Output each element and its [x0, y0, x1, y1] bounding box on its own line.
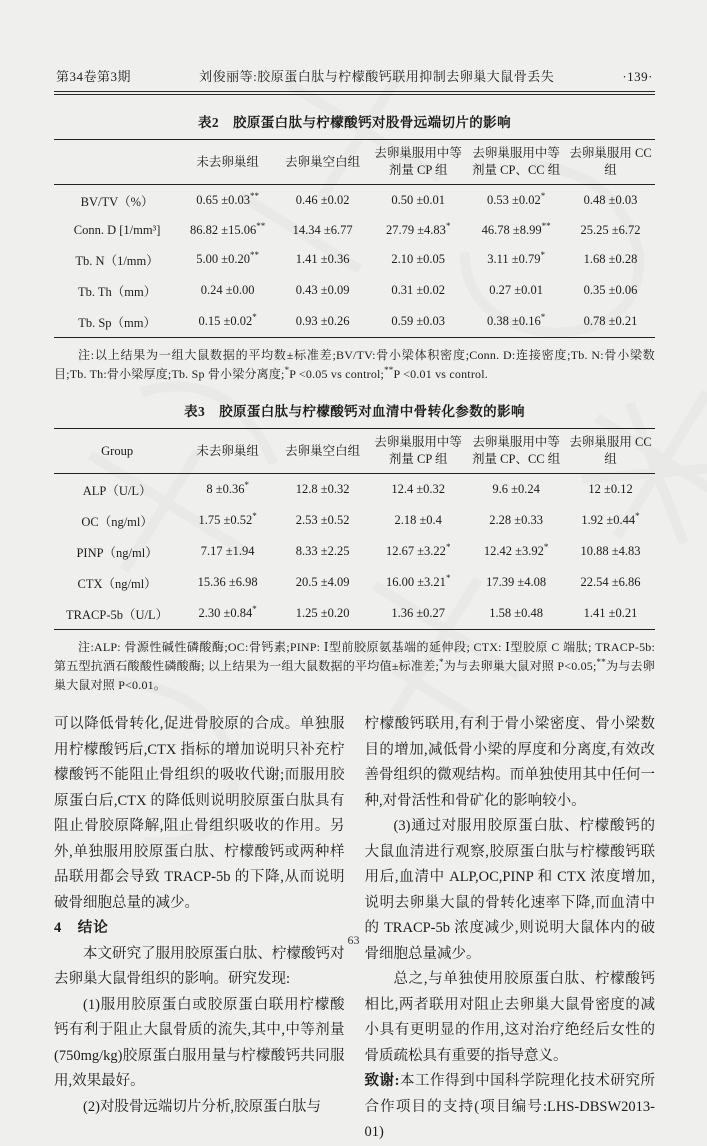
table-cell: 1.92 ±0.44*: [581, 510, 640, 527]
column-header: 去卵巢服用中等 剂量 CP 组: [374, 146, 462, 177]
column-header: 去卵巢服用 CC 组: [569, 146, 652, 177]
table3: [54, 428, 655, 630]
table-cell: 5.00 ±0.20**: [196, 249, 260, 266]
table-cell: 17.39 ±4.08: [486, 575, 547, 589]
header-double-rule: [54, 91, 655, 95]
table-cell: 2.30 ±0.84*: [198, 603, 257, 620]
row-label: CTX（ng/ml）: [77, 576, 157, 591]
table-cell: 0.50 ±0.01: [391, 193, 446, 207]
table-cell: 22.54 ±6.86: [580, 575, 641, 589]
column-header: 去卵巢服用中等 剂量 CP、CC 组: [472, 435, 561, 466]
table-cell: 46.78 ±8.99**: [481, 220, 551, 237]
table-cell: 0.53 ±0.02*: [487, 190, 546, 207]
column-header: 去卵巢空白组: [285, 443, 361, 458]
table-cell: 1.58 ±0.48: [489, 606, 544, 620]
table-cell: 12.8 ±0.32: [295, 482, 350, 496]
paragraph: 柠檬酸钙联用,有利于骨小梁密度、骨小梁数目的增加,减低骨小梁的厚度和分离度,有效改善骨组织的微观结构。而单独使用其中任何一种,对骨活性和骨矿化的影响较小。: [364, 716, 655, 809]
table-header-row: [54, 140, 655, 185]
table-cell: 1.36 ±0.27: [391, 606, 446, 620]
table-row: [54, 505, 655, 536]
footer-page-number: 63: [347, 933, 360, 947]
table-cell: 12 ±0.12: [588, 482, 633, 496]
table-row: [54, 536, 655, 567]
table-cell: 15.36 ±6.98: [197, 575, 258, 589]
table2-note: 注:以上结果为一组大鼠数据的平均数±标准差;BV/TV:骨小梁体积密度;Conn. D:连接密度;Tb. N:骨小梁数目;Tb. Th:骨小梁厚度;Tb. Sp 骨小梁分离度;*P <0.05 vs control;**P <0.01 vs control.: [54, 348, 655, 381]
table-cell: 1.41 ±0.21: [583, 606, 638, 620]
row-label: BV/TV（%）: [80, 194, 154, 209]
table-cell: 1.68 ±0.28: [583, 252, 638, 266]
page-marker: ·139·: [622, 69, 653, 84]
table-cell: 0.35 ±0.06: [583, 283, 638, 297]
column-header: Group: [101, 443, 134, 458]
row-label: PINP（ng/ml）: [76, 545, 158, 560]
table-cell: 0.48 ±0.03: [583, 193, 638, 207]
volume-issue: 第34卷第3期: [56, 69, 132, 84]
table-row: [54, 474, 655, 506]
table-cell: 12.67 ±3.22*: [385, 541, 451, 558]
table-cell: 0.93 ±0.26: [295, 314, 350, 328]
table-row: [54, 306, 655, 338]
paragraph-lead: 致谢:: [364, 1073, 400, 1089]
table-cell: 1.25 ±0.20: [295, 606, 350, 620]
table-header-row: [54, 429, 655, 474]
table-row: [54, 567, 655, 598]
paragraph: 致谢:本工作得到中国科学院理化技术研究所合作项目的支持(项目编号:LHS-DBSW2013-01): [364, 1073, 655, 1140]
column-header: 未去卵巢组: [196, 154, 259, 169]
table2-title: 表2 胶原蛋白肽与柠檬酸钙对股骨远端切片的影响: [198, 115, 511, 130]
table3-title: 表3 胶原蛋白肽与柠檬酸钙对血清中骨转化参数的影响: [184, 404, 525, 419]
table-row: [54, 216, 655, 244]
table-cell: 7.17 ±1.94: [200, 544, 255, 558]
paragraph: 本文研究了服用胶原蛋白肽、柠檬酸钙对去卵巢大鼠骨组织的影响。研究发现:: [54, 945, 345, 987]
body-column-left: [54, 712, 345, 1146]
paragraph: (1)服用胶原蛋白或胶原蛋白联用柠檬酸钙有利于阻止大鼠骨质的流失,其中,中等剂量(750mg/kg)胶原蛋白服用量与柠檬酸钙共同服用,效果最好。: [54, 996, 345, 1089]
table-cell: 0.31 ±0.02: [391, 283, 446, 297]
table-cell: 0.65 ±0.03**: [196, 190, 260, 207]
row-label: Tb. Th（mm）: [77, 284, 157, 299]
column-header: 去卵巢服用中等 剂量 CP、CC 组: [472, 146, 561, 177]
table-cell: 0.27 ±0.01: [489, 283, 544, 297]
table-cell: 16.00 ±3.21*: [385, 572, 451, 589]
column-header: 去卵巢服用 CC 组: [569, 435, 652, 466]
section-heading: 4 结论: [54, 920, 109, 936]
paragraph: 总之,与单独使用胶原蛋白肽、柠檬酸钙相比,两者联用对阻止去卵巢大鼠骨密度的减小具有更明显的作用,这对治疗绝经后女性的骨质疏松具有重要的指导意义。: [364, 971, 655, 1064]
column-header: [54, 140, 180, 185]
row-label: ALP（U/L）: [82, 483, 152, 498]
column-header: 未去卵巢组: [196, 443, 259, 458]
table-cell: 2.10 ±0.05: [391, 252, 446, 266]
column-header: 去卵巢服用中等 剂量 CP 组: [374, 435, 462, 466]
table-cell: 8 ±0.36*: [206, 479, 249, 496]
table-cell: 0.43 ±0.09: [295, 283, 350, 297]
table-cell: 2.28 ±0.33: [489, 513, 544, 527]
table-cell: 8.33 ±2.25: [295, 544, 350, 558]
table-cell: 0.59 ±0.03: [391, 314, 446, 328]
table-row: [54, 598, 655, 630]
table3-note: 注:ALP: 骨源性碱性磷酸酶;OC:骨钙素;PINP: Ⅰ型前胶原氨基端的延伸段; CTX: Ⅰ型胶原 C 端肽; TRACP-5b: 第五型抗酒石酸酸性磷酸酶; 以上结果为一组大鼠数据的平均值±标准差;*为与去卵巢大鼠对照 P<0.05;**为与去卵巢大鼠对照 P<0.01。: [54, 640, 655, 692]
table-cell: 0.15 ±0.02*: [198, 311, 257, 328]
table-row: [54, 244, 655, 275]
table-cell: 14.34 ±6.77: [292, 222, 353, 237]
table-cell: 2.53 ±0.52: [295, 513, 350, 527]
table-cell: 1.75 ±0.52*: [198, 510, 257, 527]
table-cell: 3.11 ±0.79*: [487, 249, 546, 266]
body-text: [54, 712, 655, 1146]
paragraph: (3)通过对服用胶原蛋白肽、柠檬酸钙的大鼠血清进行观察,胶原蛋白肽与柠檬酸钙联用后,血清中 ALP,OC,PINP 和 CTX 浓度增加,说明去卵巢大鼠的骨转化速率下降,而血清中的 TRACP-5b 浓度减少,则说明大鼠体内的破骨细胞总量减少。: [364, 818, 655, 962]
table-row: [54, 275, 655, 306]
table-cell: 12.4 ±0.32: [391, 482, 446, 496]
row-label: OC（ng/ml）: [81, 514, 153, 529]
column-header: 去卵巢空白组: [285, 154, 361, 169]
row-label: Tb. Sp（mm）: [78, 315, 156, 330]
row-label: TRACP-5b（U/L）: [66, 607, 169, 622]
row-label: Conn. D [1/mm³]: [73, 222, 161, 237]
running-title: 刘俊丽等:胶原蛋白肽与柠檬酸钙联用抑制去卵巢大鼠骨丢失: [199, 69, 555, 84]
table-cell: 27.79 ±4.83*: [385, 220, 451, 237]
table-cell: 0.38 ±0.16*: [487, 311, 546, 328]
table-cell: 25.25 ±6.72: [580, 222, 641, 237]
table-cell: 0.78 ±0.21: [583, 314, 638, 328]
table-cell: 10.88 ±4.83: [580, 544, 641, 558]
table-cell: 0.46 ±0.02: [295, 193, 350, 207]
paragraph: (2)对股骨远端切片分析,胶原蛋白肽与: [83, 1098, 322, 1115]
row-label: Tb. N（1/mm）: [75, 253, 159, 268]
table-cell: 86.82 ±15.06**: [190, 220, 266, 237]
table-row: [54, 185, 655, 217]
table2: [54, 139, 655, 338]
table-cell: 0.24 ±0.00: [200, 283, 255, 297]
paragraph: 可以降低骨转化,促进骨胶原的合成。单独服用柠檬酸钙后,CTX 指标的增加说明只补充柠檬酸钙不能阻止骨组织的吸收代谢;而服用胶原蛋白后,CTX 的降低则说明胶原蛋白肽具有阻止骨胶原降解,阻止骨组织吸收的作用。另外,单独服用胶原蛋白肽、柠檬酸钙或两种样品联用都会导致 TRACP-5b 的下降,从而说明破骨细胞总量的减少。: [54, 716, 345, 911]
table-cell: 1.41 ±0.36: [295, 252, 350, 266]
table-cell: 2.18 ±0.4: [394, 513, 442, 527]
table-cell: 12.42 ±3.92*: [483, 541, 549, 558]
body-column-right: [365, 712, 656, 1146]
table-cell: 9.6 ±0.24: [492, 482, 540, 496]
table-cell: 20.5 ±4.09: [295, 575, 350, 589]
journal-header: [54, 66, 655, 91]
